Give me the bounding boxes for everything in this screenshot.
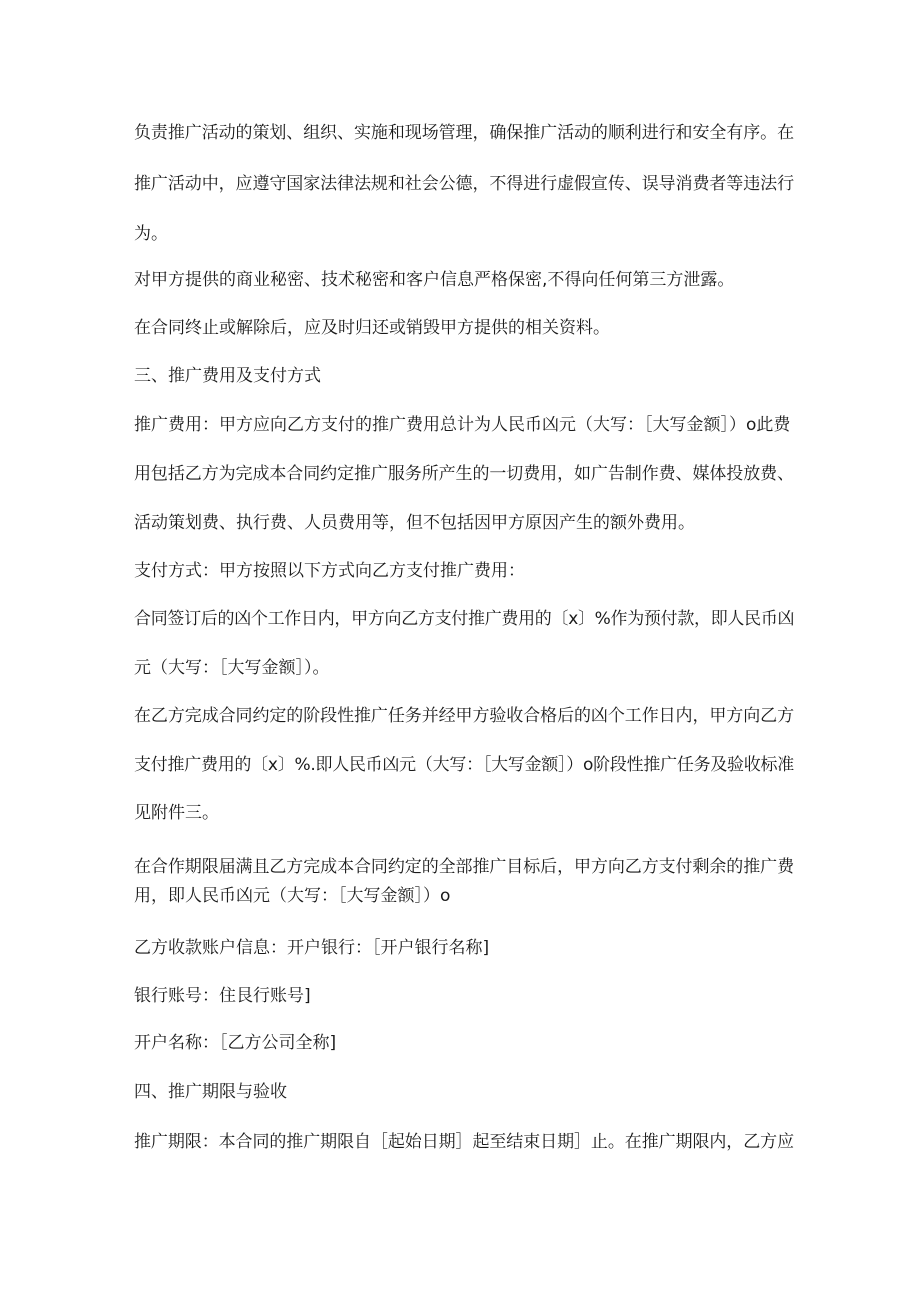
text-line: 开户名称：［乙方公司全称] — [134, 1033, 337, 1053]
text-line: 见附件三。 — [134, 803, 219, 823]
text-line: 为。 — [134, 224, 168, 244]
text-line: 元（大写：［大写金额］）。 — [134, 658, 330, 678]
text-line: 对甲方提供的商业秘密、技术秘密和客户信息严格保密,不得向任何第三方泄露。 — [134, 270, 735, 290]
text-line: 银行账号：住艮行账号] — [134, 986, 311, 1006]
text-line: 乙方收款账户信息：开户银行：［开户银行名称] — [134, 938, 490, 958]
text-line: 用包括乙方为完成本合同约定推广服务所产生的一切费用，如广告制作费、媒体投放费、 — [134, 464, 794, 484]
text-line: 用，即人民币凶元（大写：［大写金额］）o — [134, 886, 451, 906]
text-line: 合同签订后的凶个工作日内，甲方向乙方支付推广费用的〔x〕%作为预付款，即人民币凶 — [134, 609, 795, 629]
text-line: 负责推广活动的策划、组织、实施和现场管理，确保推广活动的顺利进行和安全有序。在 — [134, 123, 794, 143]
text-line: 支付方式：甲方按照以下方式向乙方支付推广费用： — [134, 561, 525, 581]
text-line: 推广费用：甲方应向乙方支付的推广费用总计为人民币凶元（大写：［大写金额］）o此费 — [134, 415, 791, 435]
section-heading: 四、推广期限与验收 — [134, 1082, 287, 1102]
text-line: 活动策划费、执行费、人员费用等，但不包括因甲方原因产生的额外费用。 — [134, 513, 695, 533]
text-line: 推广期限：本合同的推广期限自［起始日期］起至结束日期］止。在推广期限内，乙方应 — [134, 1132, 794, 1152]
text-line: 在乙方完成合同约定的阶段性推广任务并经甲方验收合格后的凶个工作日内，甲方向乙方 — [134, 706, 794, 726]
text-line: 在合同终止或解除后，应及时归还或销毁甲方提供的相关资料。 — [134, 318, 610, 338]
text-line: 推广活动中，应遵守国家法律法规和社会公德，不得进行虚假宣传、误导消费者等违法行 — [134, 174, 794, 194]
text-line: 在合作期限届满且乙方完成本合同约定的全部推广目标后，甲方向乙方支付剩余的推广费 — [134, 857, 794, 877]
section-heading: 三、推广费用及支付方式 — [134, 366, 321, 386]
text-line: 支付推广费用的〔x〕%.即人民币凶元（大写：［大写金额］）o阶段性推广任务及验收标准 — [134, 755, 795, 775]
